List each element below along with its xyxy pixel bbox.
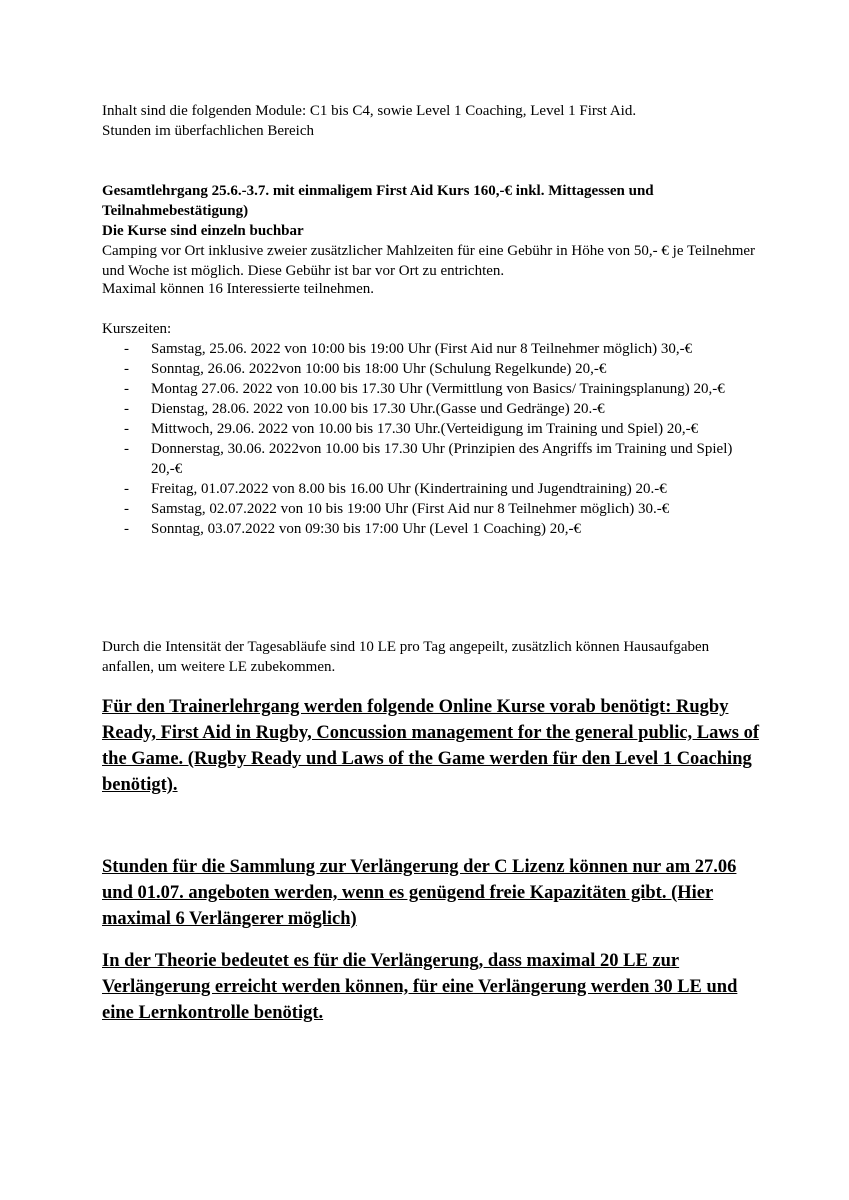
schedule-item-text: Sonntag, 03.07.2022 von 09:30 bis 17:00 Uhr (Level 1 Coaching) 20,-€: [151, 521, 581, 537]
schedule-item-text: Sonntag, 26.06. 2022von 10:00 bis 18:00 Uhr (Schulung Regelkunde) 20,-€: [151, 361, 607, 377]
camping-info: Camping vor Ort inklusive zweier zusätzlicher Mahlzeiten für eine Gebühr in Höhe von 50,- € je Teilnehmer und Woche ist möglich. Diese Gebühr ist bar vor Ort zu entrichten.: [102, 243, 756, 279]
schedule-item: [102, 399, 754, 419]
schedule-item: [102, 379, 754, 399]
schedule-item: [102, 419, 754, 439]
schedule-item: [102, 339, 754, 359]
schedule-item-text: Montag 27.06. 2022 von 10.00 bis 17.30 Uhr (Vermittlung von Basics/ Trainingsplanung) 20,-€: [151, 381, 725, 397]
schedule-item-text: Freitag, 01.07.2022 von 8.00 bis 16.00 Uhr (Kindertraining und Jugendtraining) 20.-€: [151, 481, 667, 497]
extension-hours-notice: Stunden für die Sammlung zur Verlängerung der C Lizenz können nur am 27.06 und 01.07. angeboten werden, wenn es genügend freie Kapazitäten gibt. (Hier maximal 6 Verlängerer möglich): [102, 857, 737, 929]
bullet-dash: -: [124, 481, 129, 497]
schedule-list: [102, 339, 754, 539]
bullet-dash: -: [124, 381, 129, 397]
schedule-label: Kurszeiten:: [102, 321, 172, 337]
schedule-item: [102, 519, 754, 539]
offer-heading: Gesamtlehrgang 25.6.-3.7. mit einmaligem First Aid Kurs 160,-€ inkl. Mittagessen und Teilnahmebestätigung): [102, 183, 654, 219]
max-participants: Maximal können 16 Interessierte teilnehmen.: [102, 281, 374, 297]
extension-theory-notice: In der Theorie bedeutet es für die Verlängerung, dass maximal 20 LE zur Verlängerung erreicht werden können, für eine Verlängerung werden 30 LE und eine Lernkontrolle benötigt.: [102, 951, 738, 1023]
intro-hours: Stunden im überfachlichen Bereich: [102, 123, 315, 139]
bullet-dash: -: [124, 501, 129, 517]
bullet-dash: -: [124, 421, 129, 437]
schedule-item-text: Donnerstag, 30.06. 2022von 10.00 bis 17.30 Uhr (Prinzipien des Angriffs im Training und Spiel) 20,-€: [151, 441, 733, 477]
bullet-dash: -: [124, 361, 129, 377]
intensity-note: Durch die Intensität der Tagesabläufe sind 10 LE pro Tag angepeilt, zusätzlich können Hausaufgaben anfallen, um weitere LE zubekommen.: [102, 639, 710, 675]
bullet-dash: -: [124, 341, 129, 357]
schedule-item-text: Mittwoch, 29.06. 2022 von 10.00 bis 17.30 Uhr.(Verteidigung im Training und Spiel) 20,-€: [151, 421, 699, 437]
schedule-item-text: Dienstag, 28.06. 2022 von 10.00 bis 17.30 Uhr.(Gasse und Gedränge) 20.-€: [151, 401, 605, 417]
intro-modules: Inhalt sind die folgenden Module: C1 bis C4, sowie Level 1 Coaching, Level 1 First Aid.: [102, 103, 637, 119]
bullet-dash: -: [124, 441, 129, 457]
bullet-dash: -: [124, 401, 129, 417]
schedule-item-text: Samstag, 25.06. 2022 von 10:00 bis 19:00 Uhr (First Aid nur 8 Teilnehmer möglich) 30,-€: [151, 341, 693, 357]
online-courses-notice: Für den Trainerlehrgang werden folgende Online Kurse vorab benötigt: Rugby Ready, First Aid in Rugby, Concussion management for the general public, Laws of the Game. (Rugby Ready und Laws of the Game werden für den Level 1 Coaching benötigt).: [102, 697, 759, 795]
schedule-item: [102, 499, 754, 519]
bullet-dash: -: [124, 521, 129, 537]
schedule-item: [102, 439, 754, 479]
schedule-item: [102, 359, 754, 379]
schedule-item: [102, 479, 754, 499]
schedule-item-text: Samstag, 02.07.2022 von 10 bis 19:00 Uhr (First Aid nur 8 Teilnehmer möglich) 30.-€: [151, 501, 670, 517]
single-courses-note: Die Kurse sind einzeln buchbar: [102, 223, 304, 239]
